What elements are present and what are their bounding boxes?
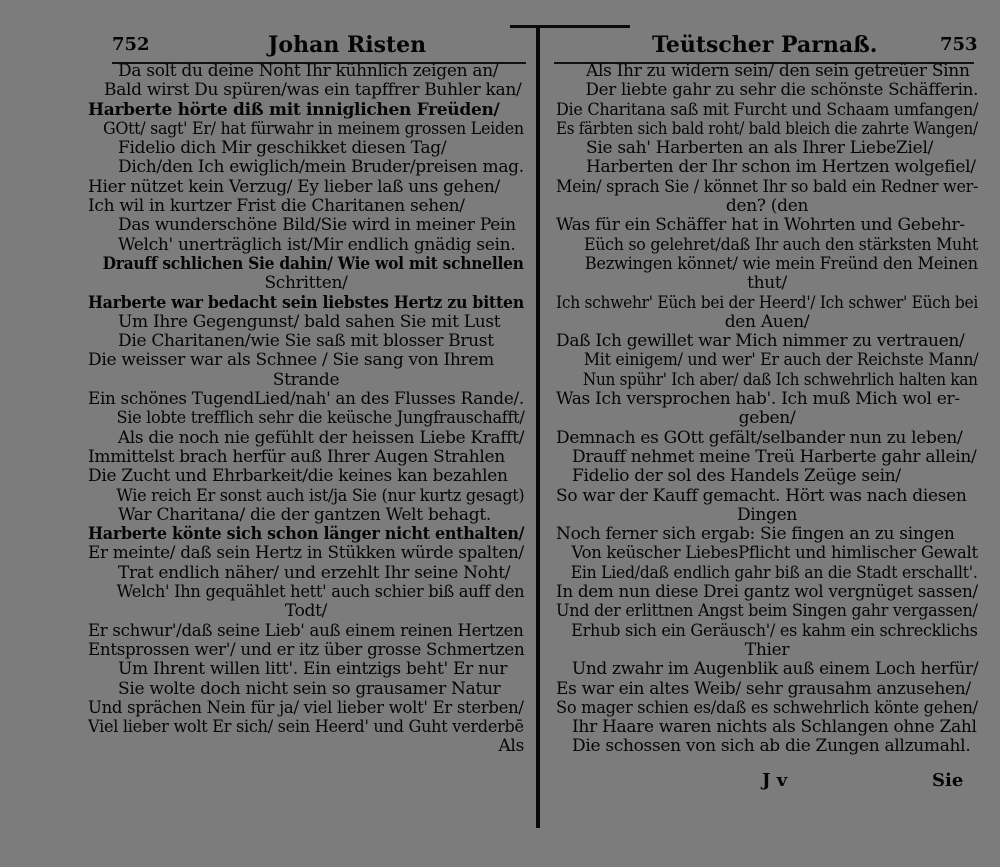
text-line: Thier bbox=[744, 639, 790, 660]
text-line: Trat endlich näher/ und erzehlt Ihr seine Noht/ bbox=[118, 562, 511, 583]
text-line: Harberte war bedacht sein liebstes Hertz zu bitten bbox=[88, 292, 524, 313]
text-line: Welch' Ihn gequählet hett' auch schier biß auff den bbox=[116, 582, 525, 603]
text-line: Und der erlittnen Angst beim Singen gahr vergassen/ bbox=[556, 601, 978, 622]
left-running-head: Johan Risten bbox=[268, 32, 427, 58]
text-line: Erhub sich ein Geräusch'/ es kahm ein schrecklichs bbox=[571, 620, 978, 641]
text-line: Als die noch nie gefühlt der heissen Liebe Krafft/ bbox=[117, 427, 525, 448]
text-line: Er meinte/ daß sein Hertz in Stükken würde spalten/ bbox=[88, 543, 524, 564]
text-line: Nun spühr' Ich aber/ daß Ich schwehrlich halten kan bbox=[582, 369, 978, 390]
text-line: Das wunderschöne Bild/Sie wird in meiner Pein bbox=[118, 215, 516, 236]
right-text-block bbox=[556, 62, 978, 757]
text-line: Die Zucht und Ehrbarkeit/die keines kan bezahlen bbox=[88, 466, 508, 487]
text-line: Ihr Haare waren nichts als Schlangen ohne Zahl bbox=[572, 717, 977, 738]
right-page-number: 753 bbox=[940, 34, 978, 55]
text-line: So mager schien es/daß es schwehrlich könte gehen/ bbox=[556, 697, 978, 718]
text-line: Da solt du deine Noht Ihr kühnlich zeigen an/ bbox=[118, 61, 499, 81]
text-line: Todt/ bbox=[284, 601, 328, 622]
catchword: Als bbox=[498, 736, 524, 757]
text-line: Um Ihrent willen litt'. Ein eintzigs beht' Er nur bbox=[118, 659, 508, 680]
text-line: Ich wil in kurtzer Frist die Charitanen sehen/ bbox=[88, 196, 465, 217]
text-line: Harberte hörte diß mit inniglichen Freüden/ bbox=[88, 99, 500, 120]
text-line: Um Ihre Gegengunst/ bald sahen Sie mit Lust bbox=[118, 311, 501, 332]
text-line: Viel lieber wolt Er sich/ sein Heerd' und Guht verderbē bbox=[88, 717, 524, 738]
signature-mark: J v bbox=[762, 770, 788, 791]
text-line: Demnach es GOtt gefält/selbander nun zu leben/ bbox=[556, 427, 963, 448]
text-line: Mit einigem/ und wer' Er auch der Reichste Mann/ bbox=[583, 350, 979, 371]
text-line: Harberten der Ihr schon im Hertzen wolgefiel/ bbox=[586, 157, 976, 178]
text-line: Ein schönes TugendLied/nah' an des Flusses Rande/. bbox=[88, 389, 524, 410]
text-line: Die Charitanen/wie Sie saß mit blosser Brust bbox=[118, 331, 494, 352]
text-line: Sie wolte doch nicht sein so grausamer Natur bbox=[118, 678, 501, 699]
text-line: Es färbten sich bald roht/ bald bleich die zahrte Wangen/ bbox=[556, 118, 978, 139]
text-line: Schritten/ bbox=[264, 273, 348, 294]
right-running-head: Teütscher Parnaß. bbox=[652, 32, 878, 58]
text-line: So war der Kauff gemacht. Hört was nach diesen bbox=[556, 485, 967, 506]
left-page-number: 752 bbox=[112, 34, 150, 55]
text-line: Sie lobte trefflich sehr die keüsche Jungfrauschafft/ bbox=[116, 408, 525, 429]
text-line: Daß Ich gewillet war Mich nimmer zu vertrauen/ bbox=[556, 331, 965, 352]
text-line: Es war ein altes Weib/ sehr grausahm anzusehen/ bbox=[556, 678, 971, 699]
text-line: den? (den bbox=[725, 196, 809, 217]
text-line: thut/ bbox=[747, 273, 787, 294]
text-line: Drauff schlichen Sie dahin/ Wie wol mit schnellen bbox=[102, 253, 524, 274]
text-line: den Auen/ bbox=[724, 311, 810, 332]
text-line: Ich schwehr' Eüch bei der Heerd'/ Ich schwer' Eüch bei bbox=[556, 292, 979, 313]
text-line: Drauff nehmet meine Treü Harberte gahr allein/ bbox=[572, 446, 977, 467]
text-line: Und sprächen Nein für ja/ viel lieber wolt' Er sterben/ bbox=[88, 697, 524, 718]
text-line: Immittelst brach herfür auß Ihrer Augen Strahlen bbox=[88, 446, 505, 467]
text-line: Dich/den Ich ewiglich/mein Bruder/preisen mag. bbox=[118, 157, 524, 178]
left-text-block bbox=[88, 62, 524, 757]
text-line: Hier nützet kein Verzug/ Ey lieber laß uns gehen/ bbox=[88, 176, 500, 197]
text-line: Eüch so gelehret/daß Ihr auch den stärksten Muht bbox=[583, 234, 978, 255]
text-line: Wie reich Er sonst auch ist/ja Sie (nur kurtz gesagt) bbox=[116, 485, 525, 506]
text-line: GOtt/ sagt' Er/ hat fürwahr in meinem grossen Leiden bbox=[102, 118, 524, 139]
text-line: In dem nun diese Drei gantz wol vergnüget sassen/ bbox=[556, 582, 978, 603]
text-line: Und zwahr im Augenblik auß einem Loch herfür/ bbox=[571, 659, 979, 680]
text-line: Fidelio der sol des Handels Zeüge sein/ bbox=[572, 466, 901, 487]
text-line: Die Charitana saß mit Furcht und Schaam umfangen/ bbox=[556, 99, 979, 120]
text-line: Sie sah' Harberten an als Ihrer LiebeZiel/ bbox=[586, 138, 934, 159]
text-line: Dingen bbox=[736, 504, 798, 525]
text-line: Noch ferner sich ergab: Sie fingen an zu singen bbox=[556, 524, 955, 545]
text-line: Welch' unerträglich ist/Mir endlich gnädig sein. bbox=[118, 234, 516, 255]
catchword: Sie bbox=[932, 770, 964, 791]
text-line: Bezwingen könnet/ wie mein Freünd den Meinen bbox=[584, 253, 978, 274]
text-line: Die weisser war als Schnee / Sie sang von Ihrem bbox=[88, 350, 494, 371]
text-line: Was Ich versprochen hab'. Ich muß Mich wol er- bbox=[556, 389, 960, 410]
text-line: Strande bbox=[272, 369, 340, 390]
text-line: Entsprossen wer'/ und er itz über grosse Schmertzen bbox=[88, 639, 525, 660]
right-page bbox=[540, 0, 1000, 867]
text-line: Was für ein Schäffer hat in Wohrten und Gebehr- bbox=[556, 215, 965, 236]
text-line: geben/ bbox=[738, 408, 796, 429]
text-line: Die schossen von sich ab die Zungen allzumahl. bbox=[572, 736, 971, 757]
text-line: War Charitana/ die der gantzen Welt behagt. bbox=[118, 504, 491, 525]
text-line: Bald wirst Du spüren/was ein tapffrer Buhler kan/ bbox=[104, 80, 522, 101]
text-line: Harberte könte sich schon länger nicht enthalten/ bbox=[88, 524, 525, 545]
text-line: Ein Lied/daß endlich gahr biß an die Stadt erschallt'. bbox=[570, 562, 978, 583]
text-line: Fidelio dich Mir geschikket diesen Tag/ bbox=[118, 138, 447, 159]
text-line: Als Ihr zu widern sein/ den sein getreüer Sinn bbox=[586, 61, 970, 81]
text-line: Von keüscher LiebesPflicht und himlischer Gewalt bbox=[571, 543, 978, 564]
text-line: Der liebte gahr zu sehr die schönste Schäfferin. bbox=[585, 80, 979, 101]
text-line: Er schwur'/daß seine Lieb' auß einem reinen Hertzen bbox=[88, 620, 524, 641]
text-line: Mein/ sprach Sie / könnet Ihr so bald ein Redner wer- bbox=[556, 176, 979, 197]
